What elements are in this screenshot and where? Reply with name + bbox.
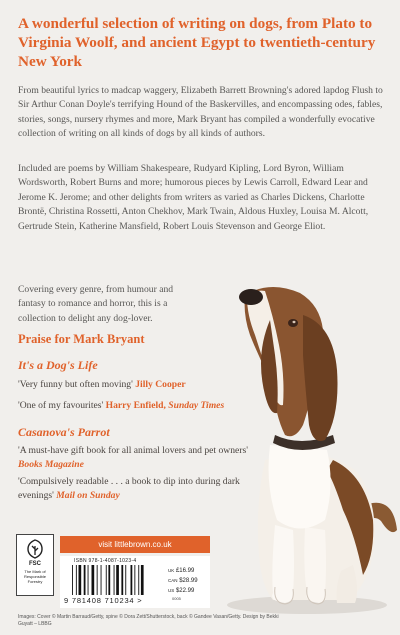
praise-heading: Praise for Mark Bryant <box>18 332 145 346</box>
genre-paragraph: Covering every genre, from humour and fantasy to romance and horror, this is a collection to delight any dog-lover. <box>18 284 174 324</box>
headline: A wonderful selection of writing on dogs, from Plato to Virginia Woolf, and ancient Egypt to twentieth-century New York <box>18 15 376 70</box>
price-list <box>168 566 198 596</box>
quote-text: 'A must-have gift book for all animal lovers and pet owners' <box>18 445 248 456</box>
price-us: US $22.99 <box>168 588 195 594</box>
price-can: CAN $28.99 <box>168 578 198 584</box>
fsc-name: FSC <box>29 561 41 567</box>
quote-text: 'Very funny but often moving' <box>18 379 133 390</box>
description-paragraph: From beautiful lyrics to madcap waggery, Elizabeth Barrett Browning's adored lapdog Flush to Sir Arthur Conan Doyle's terrifying Hound of the Baskervilles, and encompassing odes, fables, stories, songs, nursery rhymes and more, Mark Bryant has compiled a wonderfully evocative collection of writing on all kinds of dogs by all kinds of authors. <box>18 85 383 140</box>
quote-publication: Sunday Times <box>168 400 225 411</box>
review-quote <box>18 378 248 392</box>
quote-publication: Mail on Sunday <box>56 490 120 501</box>
barcode-panel <box>60 556 210 608</box>
publisher-website[interactable]: visit littlebrown.co.uk <box>60 536 210 553</box>
review-quote <box>18 444 248 472</box>
barcode-icon <box>72 565 164 595</box>
fsc-mark-text: The Mark of Responsible Forestry <box>23 569 46 584</box>
isbn-label: ISBN 978-1-4087-1023-4 <box>74 558 137 564</box>
fsc-tree-icon <box>24 538 46 560</box>
barcode-digits: 9 781408 710234 > <box>64 596 143 605</box>
included-authors-paragraph: Included are poems by William Shakespeare, Rudyard Kipling, Lord Byron, William Wordsworth, Robert Burns and more; humorous pieces by Lewis Carroll, Edward Lear and Jerome K. Jerome; and other delights from writers as varied as Charles Dickens, Charlotte Brontë, Christina Rossetti, Anton Chekhov, Mark Twain, Aldous Huxley, Louisa M. Alcott, Gertrude Stein, Katherine Mansfield, Robert Louis Stevenson and George Eliot. <box>18 163 369 232</box>
image-credits: Images: Cover © Martin Barraud/Getty, spine © Dora Zett/Shutterstock, back © Gandee Vasan/Getty. Design by Bekki Guyatt – LBBG <box>18 614 279 627</box>
quote-publication: Books Magazine <box>18 459 84 470</box>
basset-hound-image <box>215 275 400 615</box>
review-quote <box>18 475 248 503</box>
review-quote <box>18 399 248 413</box>
quote-text: 'Compulsively readable . . . a book to dip into during dark evenings' <box>18 476 240 501</box>
quote-source: Harry Enfield, <box>105 400 166 411</box>
quote-text: 'One of my favourites' <box>18 400 104 411</box>
price-uk: UK £16.99 <box>168 568 195 574</box>
print-code: 0005 <box>172 596 181 601</box>
quote-source: Jilly Cooper <box>135 379 186 390</box>
praised-book-title: Casanova's Parrot <box>18 425 110 439</box>
fsc-label <box>16 534 54 596</box>
praised-book-title: It's a Dog's Life <box>18 358 98 372</box>
